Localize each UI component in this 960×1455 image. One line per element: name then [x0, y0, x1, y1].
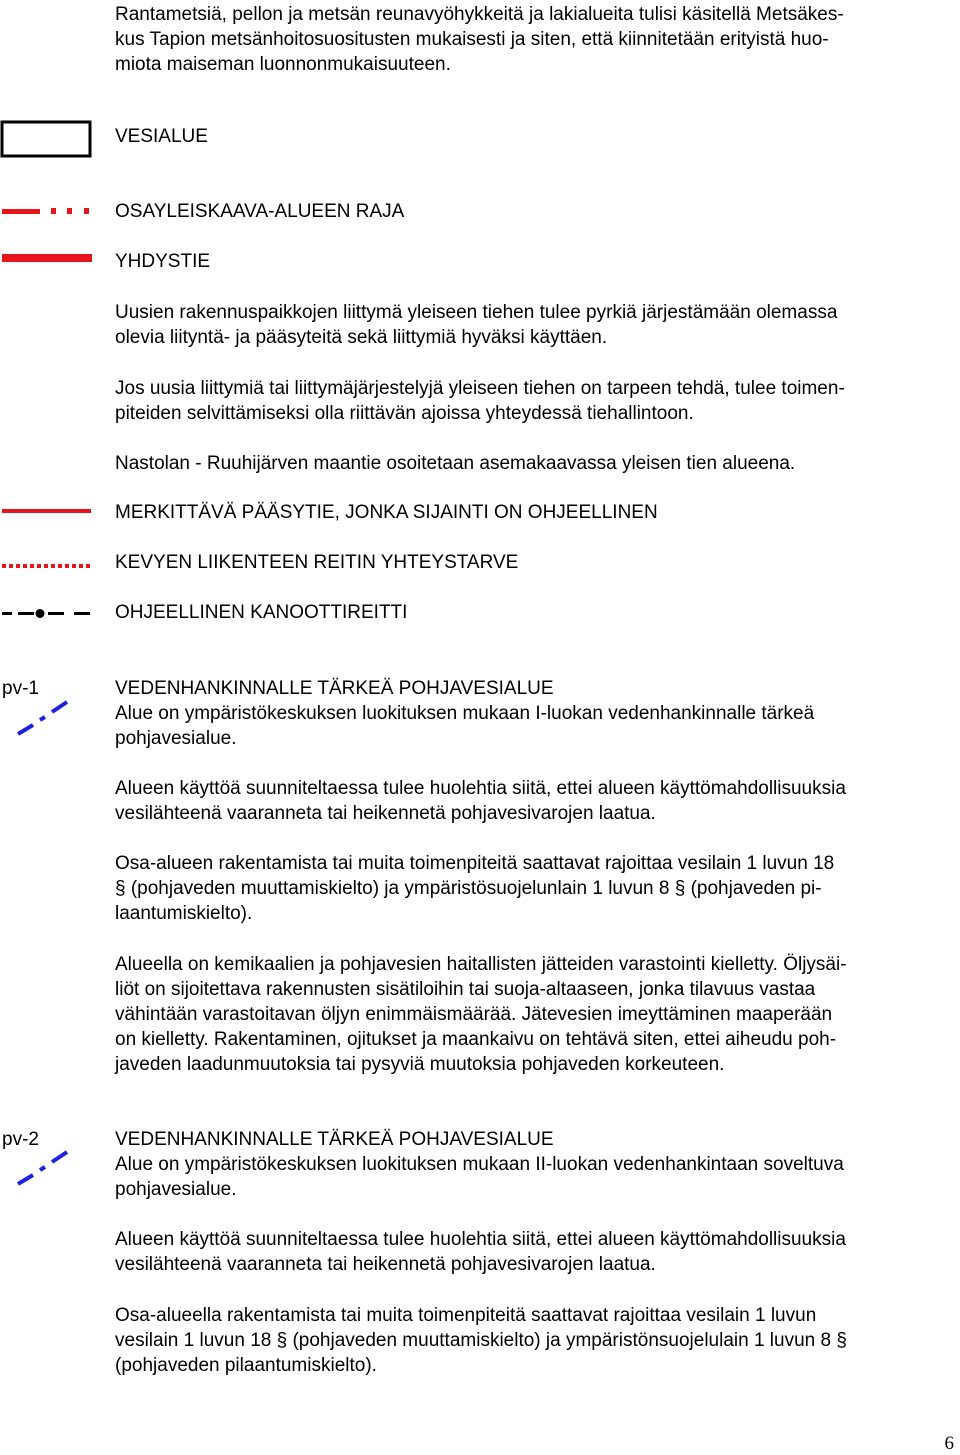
intro-line-1: Rantametsiä, pellon ja metsän reunavyöhykkeitä ja lakialueita tulisi käsitellä Metsäkes- — [115, 4, 844, 25]
pv1-p3-line-2: § (pohjaveden muuttamiskielto) ja ympäristösuojelunlain 1 luvun 8 § (pohjaveden pi- — [115, 878, 822, 899]
pv1-p1-line-2: pohjavesialue. — [115, 728, 237, 749]
yhdystie-p3-line-1: Nastolan - Ruuhijärven maantie osoitetaan asemakaavassa yleisen tien alueena. — [115, 453, 796, 474]
pv1-p4-line-3: vähintään varastoitavan öljyn enimmäismäärää. Jätevesien imeyttäminen maaperään — [115, 1004, 833, 1025]
pv2-p1-line-2: pohjavesialue. — [115, 1179, 237, 1200]
connecting-road-symbol — [0, 250, 95, 272]
pv1-p1-line-1: Alue on ympäristökeskuksen luokituksen mukaan I-luokan vedenhankinnalle tärkeä — [115, 703, 815, 724]
water-area-symbol — [0, 120, 92, 164]
pv1-p3-line-3: laantumiskielto). — [115, 903, 253, 924]
pv1-code: pv-1 — [2, 678, 39, 699]
legend-osayleiskaava-raja: OSAYLEISKAAVA-ALUEEN RAJA — [115, 201, 405, 222]
legend-yhdystie: YHDYSTIE — [115, 251, 211, 272]
pv1-p4-line-5: javeden laadunmuutoksia tai pysyviä muutoksia pohjaveden korkeuteen. — [115, 1054, 725, 1075]
pv2-p3-line-2: vesilain 1 luvun 18 § (pohjaveden muuttamiskielto) ja ympäristönsuojelulain 1 luvun 8 § — [115, 1330, 847, 1351]
access-road-symbol — [0, 502, 95, 524]
yhdystie-p1-line-2: olevia liityntä- ja pääsyteitä sekä liittymiä hyväksi käyttäen. — [115, 327, 608, 348]
pv2-title: VEDENHANKINNALLE TÄRKEÄ POHJAVESIALUE — [115, 1129, 554, 1150]
legend-merkittava-paasytie: MERKITTÄVÄ PÄÄSYTIE, JONKA SIJAINTI ON OHJEELLINEN — [115, 502, 658, 523]
pv2-code: pv-2 — [2, 1129, 39, 1150]
intro-line-2: kus Tapion metsänhoitosuositusten mukaisesti ja siten, että kiinnitetään erityistä huo- — [115, 29, 829, 50]
pv1-title: VEDENHANKINNALLE TÄRKEÄ POHJAVESIALUE — [115, 678, 554, 699]
page-number: 6 — [944, 1433, 954, 1454]
pv1-p2-line-1: Alueen käyttöä suunniteltaessa tulee huolehtia siitä, ettei alueen käyttömahdollisuuksia — [115, 778, 846, 799]
canoe-route-symbol — [0, 605, 95, 629]
pv2-p3-line-1: Osa-alueella rakentamista tai muita toimenpiteitä saattavat rajoittaa vesilain 1 luvun — [115, 1305, 817, 1326]
pv1-p4-line-4: on kielletty. Rakentaminen, ojitukset ja maankaivu on tehtävä siten, ettei aiheudu poh- — [115, 1029, 837, 1050]
pv2-p1-line-1: Alue on ympäristökeskuksen luokituksen mukaan II-luokan vedenhankintaan soveltuva — [115, 1154, 844, 1175]
legend-kevyen-liikenteen: KEVYEN LIIKENTEEN REITIN YHTEYSTARVE — [115, 552, 519, 573]
yhdystie-p2-line-1: Jos uusia liittymiä tai liittymäjärjestelyjä yleiseen tiehen on tarpeen tehdä, tulee toimen- — [115, 378, 845, 399]
groundwater-area-symbol-pv1 — [0, 694, 80, 744]
plan-boundary-symbol — [0, 204, 95, 226]
pv2-p2-line-1: Alueen käyttöä suunniteltaessa tulee huolehtia siitä, ettei alueen käyttömahdollisuuksia — [115, 1229, 846, 1250]
intro-line-3: miota maiseman luonnonmukaisuuteen. — [115, 54, 451, 75]
pv2-p3-line-3: (pohjaveden pilaantumiskielto). — [115, 1355, 377, 1376]
pv1-p4-line-2: liöt on sijoitettava rakennusten sisätiloihin tai suoja-altaaseen, jonka tilavuus vastaa — [115, 979, 816, 1000]
yhdystie-p2-line-2: piteiden selvittämiseksi olla riittävän ajoissa yhteydessä tiehallintoon. — [115, 403, 694, 424]
yhdystie-p1-line-1: Uusien rakennuspaikkojen liittymä yleiseen tiehen tulee pyrkiä järjestämään olemassa — [115, 302, 838, 323]
groundwater-area-symbol-pv2 — [0, 1144, 80, 1194]
pv1-p2-line-2: vesilähteenä vaaranneta tai heikennetä pohjavesivarojen laatua. — [115, 803, 656, 824]
legend-kanoottireitti: OHJEELLINEN KANOOTTIREITTI — [115, 602, 408, 623]
legend-vesialue: VESIALUE — [115, 126, 208, 147]
pv2-p2-line-2: vesilähteenä vaaranneta tai heikennetä pohjavesivarojen laatua. — [115, 1254, 656, 1275]
light-traffic-route-symbol — [0, 556, 95, 578]
pv1-p3-line-1: Osa-alueen rakentamista tai muita toimenpiteitä saattavat rajoittaa vesilain 1 luvun 18 — [115, 853, 835, 874]
pv1-p4-line-1: Alueella on kemikaalien ja pohjavesien haitallisten jätteiden varastointi kielletty. Öljysäi- — [115, 954, 847, 975]
